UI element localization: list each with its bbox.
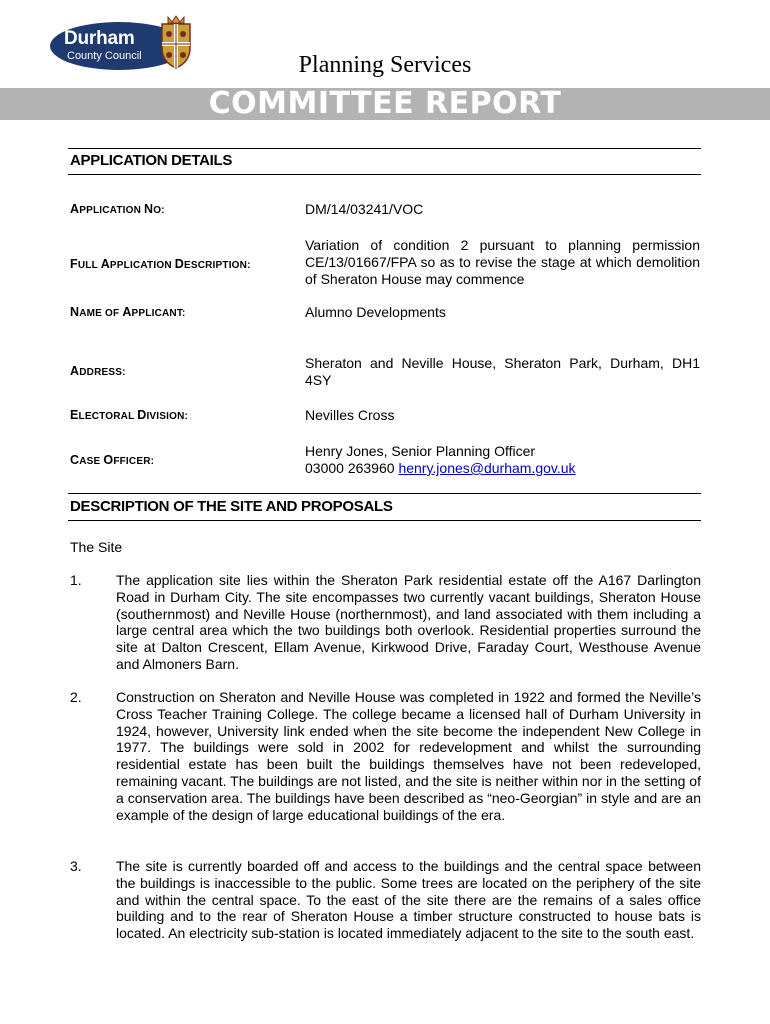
- case-officer-value: [305, 443, 700, 477]
- electoral-division-label: ELECTORAL DIVISION:: [70, 408, 189, 422]
- banner-title: COMMITTEE REPORT: [208, 86, 562, 121]
- case-officer-name: Henry Jones, Senior Planning Officer: [305, 443, 536, 459]
- applicant-label: NAME OF APPLICANT:: [70, 305, 186, 319]
- application-no-value: DM/14/03241/VOC: [305, 201, 424, 217]
- logo-subtitle: County Council: [67, 50, 142, 62]
- application-details-heading: APPLICATION DETAILS: [70, 152, 233, 169]
- case-officer-label: CASE OFFICER:: [70, 453, 155, 467]
- divider: [68, 520, 701, 521]
- committee-report-banner: [0, 88, 770, 120]
- application-no-label: APPLICATION NO:: [70, 202, 165, 216]
- address-label: ADDRESS:: [70, 364, 126, 378]
- paragraph-1: The application site lies within the Sheraton Park residential estate off the A167 Darlington Road in Durham City. The site encompasses two currently vacant buildings, Sheraton House (southernmost) and Neville House (northernmost), and land associated with them including a large central area which the two buildings both overlook. Residential properties surround the site at Dalton Crescent, Ellam Avenue, Kirkwood Drive, Faraday Court, Westhouse Avenue and Almoners Barn.: [116, 572, 701, 672]
- electoral-division-value: Nevilles Cross: [305, 407, 395, 423]
- full-description-label: FULL APPLICATION DESCRIPTION:: [70, 257, 251, 271]
- paragraph-number: 1.: [70, 572, 82, 588]
- paragraph-number: 3.: [70, 858, 82, 874]
- applicant-value: Alumno Developments: [305, 304, 446, 320]
- description-heading: DESCRIPTION OF THE SITE AND PROPOSALS: [70, 498, 393, 515]
- logo-title: Durham: [64, 28, 135, 49]
- divider: [68, 148, 701, 149]
- address-value: Sheraton and Neville House, Sheraton Park, Durham, DH1 4SY: [305, 355, 700, 388]
- the-site-subheading: The Site: [70, 539, 123, 555]
- full-description-value: Variation of condition 2 pursuant to planning permission CE/13/01667/FPA so as to revise the stage at which demolition of Sheraton House may commence: [305, 237, 700, 287]
- case-officer-contact: [305, 460, 700, 477]
- paragraph-3: The site is currently boarded off and access to the buildings and the central space between the buildings is inaccessible to the public. Some trees are located on the periphery of the site and within the central space. To the east of the site there are the remains of a sales office building and to the rear of Sheraton House a timber structure constructed to house bats is located. An electricity sub-station is located immediately adjacent to the site to the south east.: [116, 858, 701, 942]
- paragraph-number: 2.: [70, 689, 82, 705]
- case-officer-phone: 03000 263960: [305, 460, 395, 476]
- paragraph-2: Construction on Sheraton and Neville House was completed in 1922 and formed the Neville’s Cross Teacher Training College. The college became a licensed hall of Durham University in 1924, however, University link ended when the site become the independent New College in 1977. The buildings were sold in 2002 for redevelopment and whilst the surrounding residential estate has been built the buildings themselves have not been redeveloped, remaining vacant. The buildings are not listed, and the site is neither within nor in the setting of a conservation area. The buildings have been described as “neo-Georgian” in style and are an example of the design of large educational buildings of the era.: [116, 689, 701, 823]
- planning-services-title: Planning Services: [298, 52, 472, 78]
- divider: [68, 174, 701, 175]
- divider: [68, 493, 701, 494]
- case-officer-email-link[interactable]: henry.jones@durham.gov.uk: [398, 460, 576, 476]
